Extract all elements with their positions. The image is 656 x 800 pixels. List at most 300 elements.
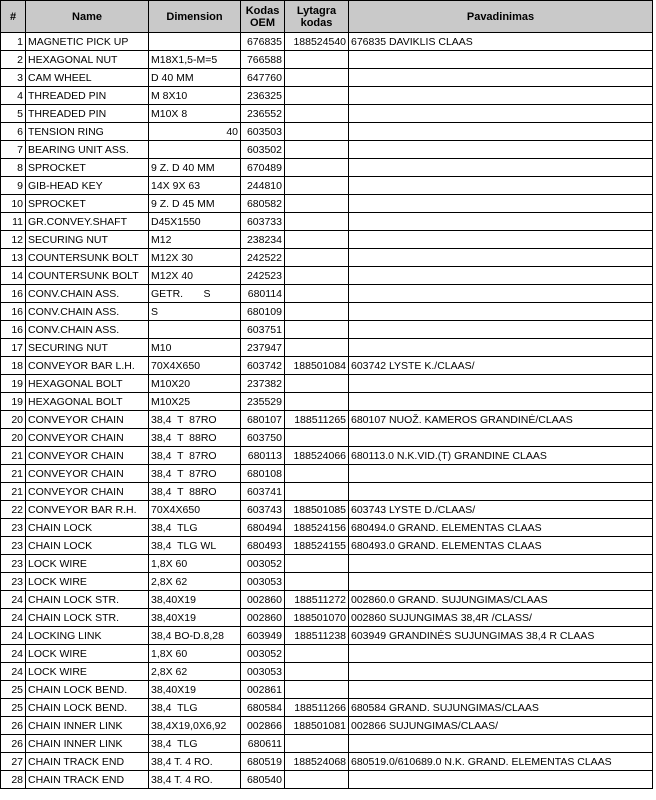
table-row: [1, 249, 653, 267]
cell-pavadinimas: [349, 555, 653, 573]
cell-name: SPROCKET: [26, 195, 149, 213]
table-row: [1, 339, 653, 357]
header-dimension: Dimension: [149, 1, 241, 33]
cell-pavadinimas: [349, 429, 653, 447]
table-row: [1, 123, 653, 141]
table-row: [1, 357, 653, 375]
cell-pavadinimas: [349, 735, 653, 753]
table-row: [1, 519, 653, 537]
cell-oem: 002861: [241, 681, 285, 699]
cell-lytagra: [285, 573, 349, 591]
cell-oem: 766588: [241, 51, 285, 69]
table-row: [1, 483, 653, 501]
cell-oem: 680114: [241, 285, 285, 303]
cell-oem: 236325: [241, 87, 285, 105]
cell-num: 12: [1, 231, 26, 249]
table-row: [1, 285, 653, 303]
cell-dimension: 38,40X19: [149, 591, 241, 609]
cell-oem: 003053: [241, 663, 285, 681]
cell-lytagra: [285, 375, 349, 393]
cell-name: CONV.CHAIN ASS.: [26, 303, 149, 321]
cell-name: CHAIN LOCK BEND.: [26, 699, 149, 717]
cell-pavadinimas: [349, 393, 653, 411]
cell-oem: 680107: [241, 411, 285, 429]
cell-oem: 680113: [241, 447, 285, 465]
cell-lytagra: 188511265: [285, 411, 349, 429]
cell-lytagra: [285, 267, 349, 285]
cell-name: LOCKING LINK: [26, 627, 149, 645]
cell-pavadinimas: [349, 177, 653, 195]
cell-pavadinimas: [349, 285, 653, 303]
cell-num: 25: [1, 681, 26, 699]
table-row: [1, 267, 653, 285]
cell-name: CHAIN LOCK STR.: [26, 609, 149, 627]
cell-pavadinimas: [349, 573, 653, 591]
cell-lytagra: [285, 195, 349, 213]
cell-pavadinimas: 603742 LYSTE K./CLAAS/: [349, 357, 653, 375]
cell-pavadinimas: [349, 483, 653, 501]
cell-lytagra: 188511272: [285, 591, 349, 609]
cell-oem: 244810: [241, 177, 285, 195]
cell-num: 20: [1, 411, 26, 429]
cell-pavadinimas: [349, 465, 653, 483]
cell-dimension: 70X4X650: [149, 501, 241, 519]
cell-lytagra: [285, 483, 349, 501]
cell-dimension: 38,4 TLG WL: [149, 537, 241, 555]
cell-lytagra: 188524540: [285, 33, 349, 51]
cell-pavadinimas: [349, 645, 653, 663]
cell-dimension: 1,8X 60: [149, 555, 241, 573]
cell-lytagra: [285, 771, 349, 789]
cell-name: COUNTERSUNK BOLT: [26, 267, 149, 285]
cell-lytagra: [285, 231, 349, 249]
cell-dimension: 38,4 T. 4 RO.: [149, 771, 241, 789]
cell-num: 4: [1, 87, 26, 105]
cell-dimension: 9 Z. D 45 MM: [149, 195, 241, 213]
cell-dimension: 38,40X19: [149, 681, 241, 699]
cell-name: SECURING NUT: [26, 339, 149, 357]
cell-name: MAGNETIC PICK UP: [26, 33, 149, 51]
cell-name: CHAIN LOCK: [26, 537, 149, 555]
cell-pavadinimas: [349, 303, 653, 321]
table-row: [1, 609, 653, 627]
cell-oem: 680519: [241, 753, 285, 771]
cell-dimension: 2,8X 62: [149, 573, 241, 591]
cell-oem: 647760: [241, 69, 285, 87]
cell-oem: 680494: [241, 519, 285, 537]
cell-oem: 003053: [241, 573, 285, 591]
cell-pavadinimas: 603743 LYSTE D./CLAAS/: [349, 501, 653, 519]
table-row: [1, 375, 653, 393]
cell-dimension: M10X25: [149, 393, 241, 411]
cell-oem: 235529: [241, 393, 285, 411]
cell-name: CHAIN TRACK END: [26, 753, 149, 771]
cell-pavadinimas: 002860 SUJUNGIMAS 38,4R /CLASS/: [349, 609, 653, 627]
table-row: [1, 303, 653, 321]
cell-dimension: 14X 9X 63: [149, 177, 241, 195]
table-row: [1, 555, 653, 573]
table-row: [1, 33, 653, 51]
cell-num: 23: [1, 573, 26, 591]
cell-oem: 603742: [241, 357, 285, 375]
cell-num: 20: [1, 429, 26, 447]
cell-oem: 603502: [241, 141, 285, 159]
cell-lytagra: [285, 321, 349, 339]
cell-oem: 237382: [241, 375, 285, 393]
cell-pavadinimas: [349, 249, 653, 267]
cell-oem: 680109: [241, 303, 285, 321]
cell-dimension: 38,4 BO-D.8,28: [149, 627, 241, 645]
table-row: [1, 177, 653, 195]
cell-name: CONVEYOR BAR L.H.: [26, 357, 149, 375]
cell-dimension: 9 Z. D 40 MM: [149, 159, 241, 177]
table-row: [1, 573, 653, 591]
cell-lytagra: [285, 51, 349, 69]
cell-lytagra: [285, 177, 349, 195]
cell-num: 24: [1, 609, 26, 627]
cell-pavadinimas: 002866 SUJUNGIMAS/CLAAS/: [349, 717, 653, 735]
cell-dimension: GETR. S: [149, 285, 241, 303]
table-row: [1, 591, 653, 609]
cell-lytagra: [285, 105, 349, 123]
cell-oem: 242522: [241, 249, 285, 267]
cell-num: 25: [1, 699, 26, 717]
cell-dimension: D 40 MM: [149, 69, 241, 87]
cell-num: 24: [1, 591, 26, 609]
cell-name: CHAIN LOCK BEND.: [26, 681, 149, 699]
cell-num: 10: [1, 195, 26, 213]
cell-num: 26: [1, 717, 26, 735]
cell-oem: 002860: [241, 609, 285, 627]
header-num: #: [1, 1, 26, 33]
cell-lytagra: [285, 465, 349, 483]
cell-name: THREADED PIN: [26, 87, 149, 105]
cell-pavadinimas: [349, 681, 653, 699]
cell-num: 26: [1, 735, 26, 753]
cell-dimension: [149, 321, 241, 339]
cell-num: 7: [1, 141, 26, 159]
cell-dimension: 40: [149, 123, 241, 141]
table-row: [1, 69, 653, 87]
cell-num: 9: [1, 177, 26, 195]
cell-oem: 603949: [241, 627, 285, 645]
cell-dimension: 1,8X 60: [149, 645, 241, 663]
cell-name: COUNTERSUNK BOLT: [26, 249, 149, 267]
cell-num: 16: [1, 285, 26, 303]
cell-lytagra: 188511266: [285, 699, 349, 717]
cell-oem: 603751: [241, 321, 285, 339]
cell-oem: 680540: [241, 771, 285, 789]
table-row: [1, 141, 653, 159]
cell-lytagra: 188524066: [285, 447, 349, 465]
cell-name: CONVEYOR CHAIN: [26, 429, 149, 447]
cell-name: TENSION RING: [26, 123, 149, 141]
cell-name: CONV.CHAIN ASS.: [26, 321, 149, 339]
table-row: [1, 159, 653, 177]
cell-num: 3: [1, 69, 26, 87]
cell-num: 2: [1, 51, 26, 69]
cell-pavadinimas: [349, 771, 653, 789]
cell-oem: 236552: [241, 105, 285, 123]
cell-num: 16: [1, 303, 26, 321]
cell-name: CHAIN LOCK: [26, 519, 149, 537]
cell-dimension: 38,4 T 87RO: [149, 465, 241, 483]
table-row: [1, 627, 653, 645]
cell-oem: 670489: [241, 159, 285, 177]
cell-pavadinimas: 680493.0 GRAND. ELEMENTAS CLAAS: [349, 537, 653, 555]
cell-name: CHAIN INNER LINK: [26, 735, 149, 753]
table-row: [1, 51, 653, 69]
table-row: [1, 231, 653, 249]
cell-oem: 676835: [241, 33, 285, 51]
cell-name: HEXAGONAL BOLT: [26, 375, 149, 393]
cell-lytagra: [285, 141, 349, 159]
table-row: [1, 537, 653, 555]
cell-num: 19: [1, 375, 26, 393]
cell-oem: 603741: [241, 483, 285, 501]
table-row: [1, 753, 653, 771]
cell-dimension: M10X20: [149, 375, 241, 393]
cell-num: 16: [1, 321, 26, 339]
cell-pavadinimas: [349, 87, 653, 105]
cell-name: SPROCKET: [26, 159, 149, 177]
cell-dimension: S: [149, 303, 241, 321]
cell-oem: 603503: [241, 123, 285, 141]
cell-lytagra: [285, 285, 349, 303]
cell-dimension: 38,4 T 87RO: [149, 447, 241, 465]
cell-dimension: M12X 30: [149, 249, 241, 267]
cell-num: 23: [1, 519, 26, 537]
cell-lytagra: [285, 555, 349, 573]
cell-lytagra: [285, 69, 349, 87]
table-row: [1, 195, 653, 213]
cell-dimension: 38,40X19: [149, 609, 241, 627]
cell-pavadinimas: 680494.0 GRAND. ELEMENTAS CLAAS: [349, 519, 653, 537]
table-row: [1, 663, 653, 681]
table-row: [1, 393, 653, 411]
cell-dimension: 38,4 T 88RO: [149, 429, 241, 447]
cell-oem: 237947: [241, 339, 285, 357]
cell-name: HEXAGONAL NUT: [26, 51, 149, 69]
cell-lytagra: 188501081: [285, 717, 349, 735]
header-name: Name: [26, 1, 149, 33]
cell-name: CONVEYOR CHAIN: [26, 465, 149, 483]
cell-pavadinimas: [349, 231, 653, 249]
cell-num: 13: [1, 249, 26, 267]
cell-num: 24: [1, 663, 26, 681]
cell-oem: 002860: [241, 591, 285, 609]
table-row: [1, 213, 653, 231]
cell-dimension: M10X 8: [149, 105, 241, 123]
cell-name: CHAIN LOCK STR.: [26, 591, 149, 609]
cell-lytagra: 188524068: [285, 753, 349, 771]
cell-num: 21: [1, 465, 26, 483]
table-row: [1, 321, 653, 339]
cell-name: LOCK WIRE: [26, 555, 149, 573]
cell-num: 14: [1, 267, 26, 285]
cell-num: 18: [1, 357, 26, 375]
table-row: [1, 681, 653, 699]
cell-num: 28: [1, 771, 26, 789]
cell-dimension: M 8X10: [149, 87, 241, 105]
table-row: [1, 645, 653, 663]
cell-dimension: 38,4 T 88RO: [149, 483, 241, 501]
cell-num: 22: [1, 501, 26, 519]
cell-dimension: D45X1550: [149, 213, 241, 231]
cell-oem: 680582: [241, 195, 285, 213]
cell-dimension: M18X1,5-M=5: [149, 51, 241, 69]
cell-oem: 680493: [241, 537, 285, 555]
cell-oem: 002866: [241, 717, 285, 735]
cell-lytagra: [285, 429, 349, 447]
cell-pavadinimas: 680584 GRAND. SUJUNGIMAS/CLAAS: [349, 699, 653, 717]
cell-pavadinimas: [349, 159, 653, 177]
cell-pavadinimas: [349, 375, 653, 393]
table-row: [1, 699, 653, 717]
cell-lytagra: 188501085: [285, 501, 349, 519]
cell-num: 23: [1, 555, 26, 573]
cell-dimension: 38,4 T. 4 RO.: [149, 753, 241, 771]
cell-pavadinimas: [349, 123, 653, 141]
cell-oem: 003052: [241, 645, 285, 663]
cell-name: BEARING UNIT ASS.: [26, 141, 149, 159]
cell-num: 6: [1, 123, 26, 141]
table-row: [1, 465, 653, 483]
cell-pavadinimas: 680519.0/610689.0 N.K. GRAND. ELEMENTAS CLAAS: [349, 753, 653, 771]
cell-name: CHAIN TRACK END: [26, 771, 149, 789]
cell-lytagra: [285, 735, 349, 753]
cell-pavadinimas: [349, 51, 653, 69]
cell-lytagra: [285, 249, 349, 267]
header-row: [1, 1, 653, 33]
cell-name: CHAIN INNER LINK: [26, 717, 149, 735]
cell-pavadinimas: [349, 321, 653, 339]
cell-lytagra: [285, 87, 349, 105]
table-row: [1, 105, 653, 123]
cell-dimension: [149, 141, 241, 159]
cell-num: 24: [1, 645, 26, 663]
table-row: [1, 429, 653, 447]
table-row: [1, 87, 653, 105]
cell-pavadinimas: 676835 DAVIKLIS CLAAS: [349, 33, 653, 51]
cell-name: CONVEYOR CHAIN: [26, 411, 149, 429]
table-row: [1, 411, 653, 429]
cell-pavadinimas: 680107 NUOŽ. KAMEROS GRANDINĖ/CLAAS: [349, 411, 653, 429]
cell-oem: 680108: [241, 465, 285, 483]
cell-pavadinimas: [349, 663, 653, 681]
cell-oem: 603733: [241, 213, 285, 231]
cell-pavadinimas: [349, 69, 653, 87]
cell-lytagra: 188501084: [285, 357, 349, 375]
cell-lytagra: 188524156: [285, 519, 349, 537]
table-row: [1, 735, 653, 753]
cell-name: GR.CONVEY.SHAFT: [26, 213, 149, 231]
cell-name: LOCK WIRE: [26, 663, 149, 681]
cell-name: HEXAGONAL BOLT: [26, 393, 149, 411]
cell-dimension: 38,4 TLG: [149, 735, 241, 753]
cell-dimension: 38,4 TLG: [149, 699, 241, 717]
cell-num: 1: [1, 33, 26, 51]
cell-lytagra: 188524155: [285, 537, 349, 555]
cell-name: GIB-HEAD KEY: [26, 177, 149, 195]
cell-oem: 242523: [241, 267, 285, 285]
cell-dimension: M12: [149, 231, 241, 249]
cell-name: CONV.CHAIN ASS.: [26, 285, 149, 303]
header-lytagra: Lytagra kodas: [285, 1, 349, 33]
cell-name: CONVEYOR CHAIN: [26, 483, 149, 501]
table-row: [1, 771, 653, 789]
cell-dimension: 38,4X19,0X6,92: [149, 717, 241, 735]
cell-dimension: M12X 40: [149, 267, 241, 285]
cell-pavadinimas: 603949 GRANDINĖS SUJUNGIMAS 38,4 R CLAAS: [349, 627, 653, 645]
cell-lytagra: 188501070: [285, 609, 349, 627]
cell-dimension: [149, 33, 241, 51]
cell-num: 8: [1, 159, 26, 177]
cell-oem: 003052: [241, 555, 285, 573]
cell-pavadinimas: [349, 105, 653, 123]
cell-num: 27: [1, 753, 26, 771]
cell-num: 19: [1, 393, 26, 411]
cell-pavadinimas: 002860.0 GRAND. SUJUNGIMAS/CLAAS: [349, 591, 653, 609]
cell-lytagra: 188511238: [285, 627, 349, 645]
cell-num: 21: [1, 483, 26, 501]
cell-pavadinimas: [349, 267, 653, 285]
cell-dimension: 70X4X650: [149, 357, 241, 375]
cell-pavadinimas: [349, 339, 653, 357]
header-oem: Kodas OEM: [241, 1, 285, 33]
cell-name: SECURING NUT: [26, 231, 149, 249]
cell-lytagra: [285, 663, 349, 681]
cell-dimension: 2,8X 62: [149, 663, 241, 681]
cell-num: 21: [1, 447, 26, 465]
cell-pavadinimas: [349, 195, 653, 213]
cell-num: 23: [1, 537, 26, 555]
cell-name: LOCK WIRE: [26, 573, 149, 591]
cell-name: LOCK WIRE: [26, 645, 149, 663]
cell-num: 17: [1, 339, 26, 357]
cell-dimension: M10: [149, 339, 241, 357]
cell-oem: 680611: [241, 735, 285, 753]
cell-name: CAM WHEEL: [26, 69, 149, 87]
cell-oem: 603750: [241, 429, 285, 447]
cell-num: 11: [1, 213, 26, 231]
table-row: [1, 717, 653, 735]
cell-name: THREADED PIN: [26, 105, 149, 123]
cell-lytagra: [285, 123, 349, 141]
cell-lytagra: [285, 213, 349, 231]
cell-name: CONVEYOR BAR R.H.: [26, 501, 149, 519]
cell-lytagra: [285, 681, 349, 699]
cell-oem: 680584: [241, 699, 285, 717]
cell-lytagra: [285, 159, 349, 177]
cell-lytagra: [285, 339, 349, 357]
cell-pavadinimas: 680113.0 N.K.VID.(T) GRANDINE CLAAS: [349, 447, 653, 465]
cell-oem: 238234: [241, 231, 285, 249]
cell-lytagra: [285, 303, 349, 321]
cell-num: 24: [1, 627, 26, 645]
table-row: [1, 447, 653, 465]
table-row: [1, 501, 653, 519]
cell-dimension: 38,4 TLG: [149, 519, 241, 537]
cell-lytagra: [285, 393, 349, 411]
cell-dimension: 38,4 T 87RO: [149, 411, 241, 429]
cell-num: 5: [1, 105, 26, 123]
cell-lytagra: [285, 645, 349, 663]
header-pavadinimas: Pavadinimas: [349, 1, 653, 33]
cell-pavadinimas: [349, 141, 653, 159]
cell-pavadinimas: [349, 213, 653, 231]
cell-name: CONVEYOR CHAIN: [26, 447, 149, 465]
